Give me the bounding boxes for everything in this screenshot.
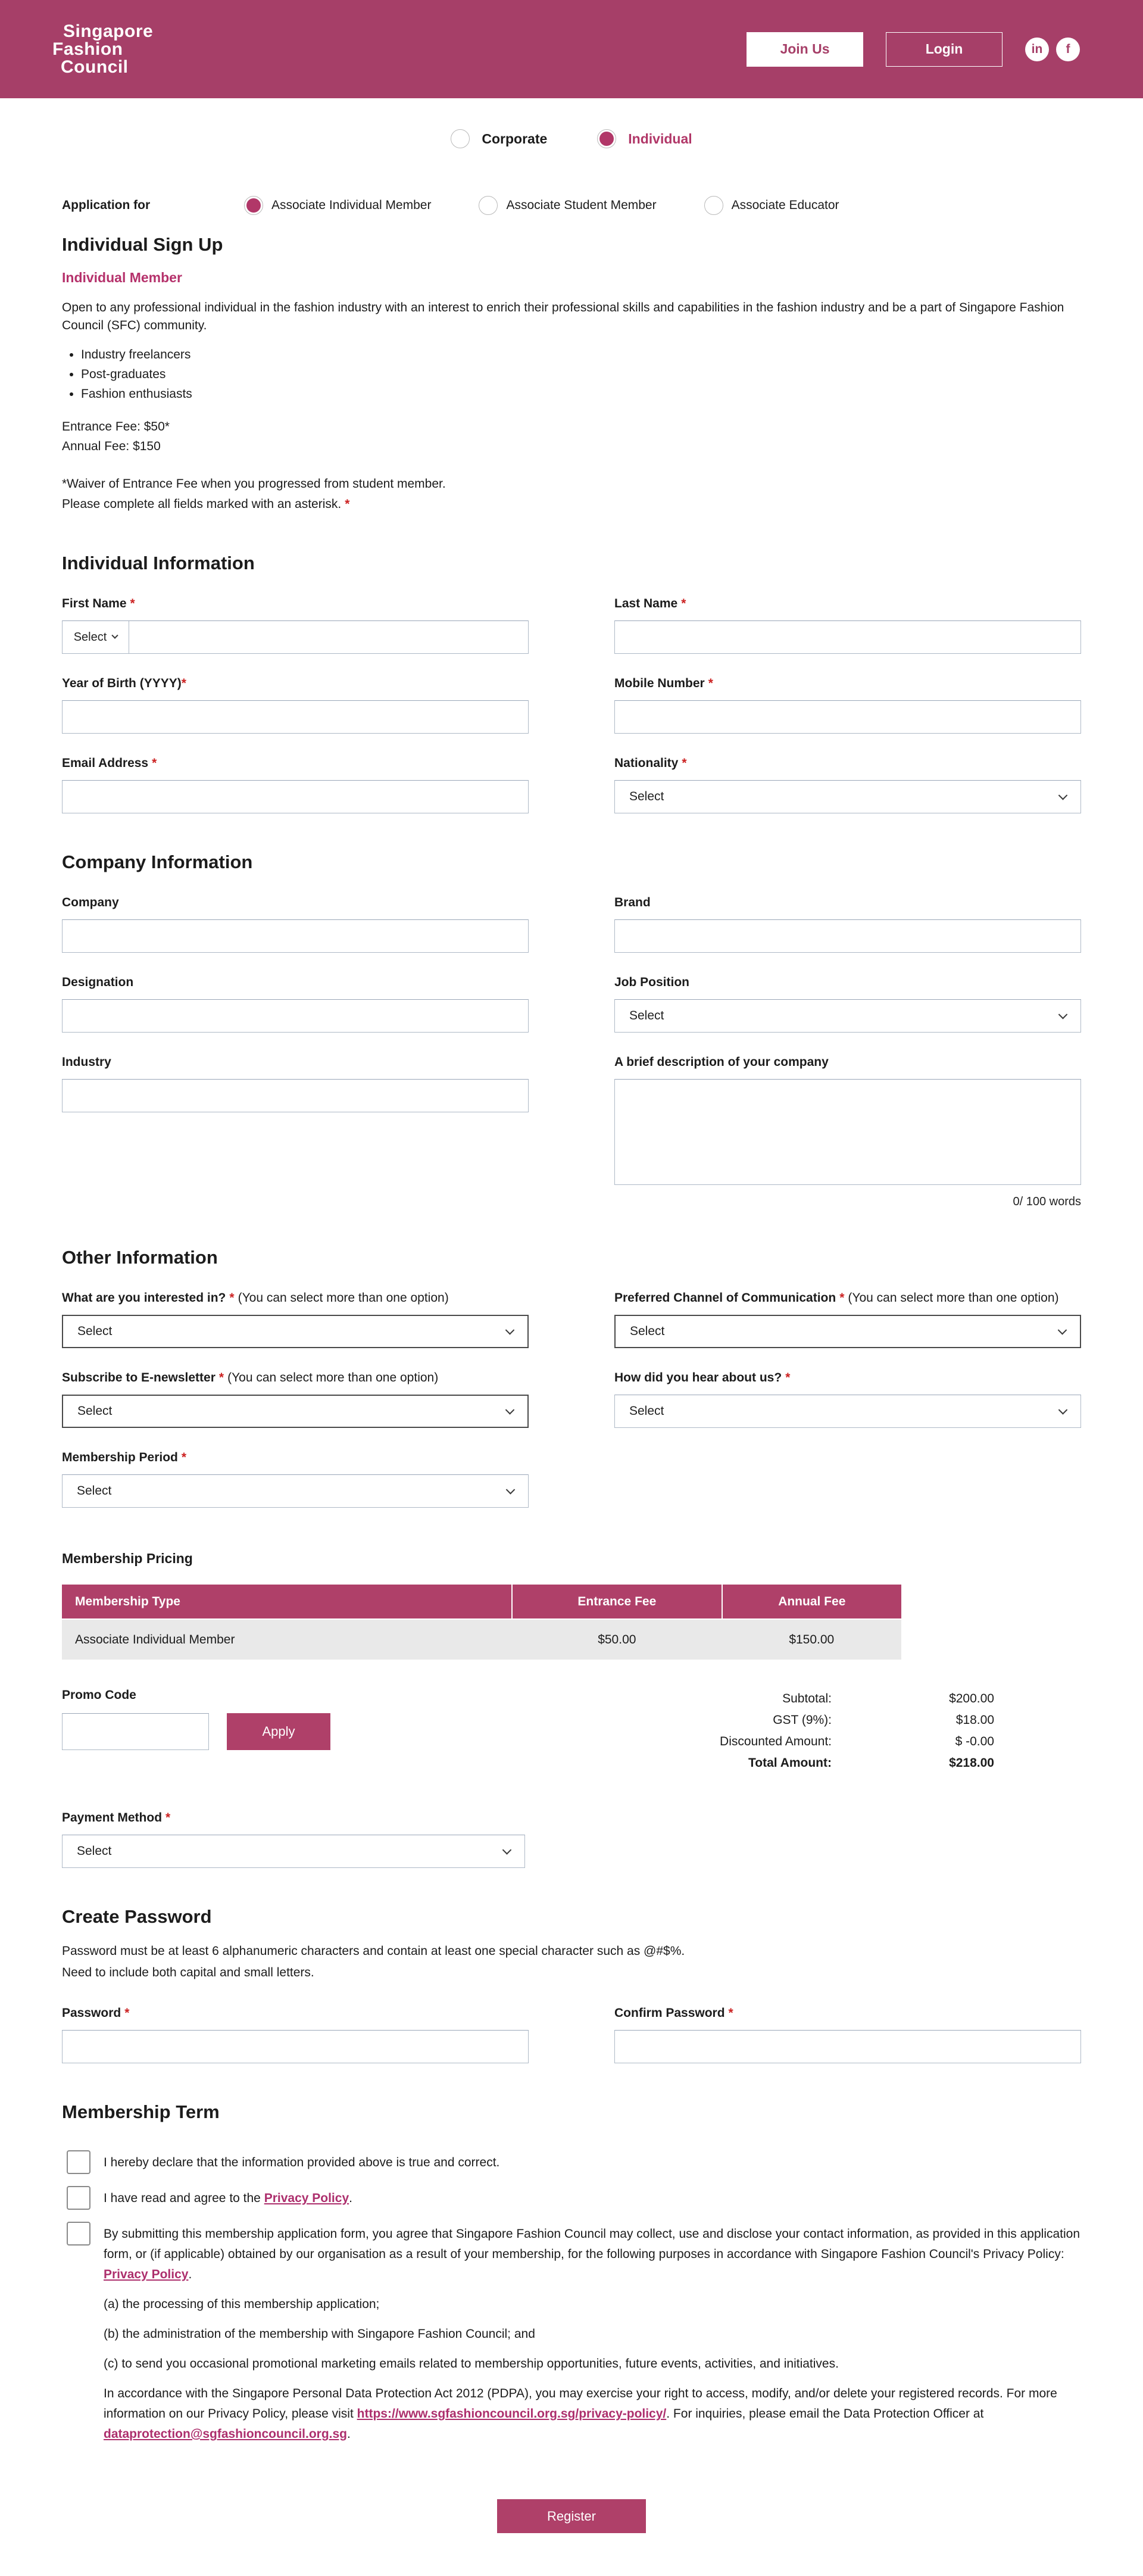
consent-checkbox[interactable]: [67, 2222, 90, 2246]
data-protection-email-link[interactable]: dataprotection@sgfashioncouncil.org.sg: [104, 2427, 348, 2441]
chevron-down-icon: [112, 632, 118, 639]
privacy-agree-text: I have read and agree to the Privacy Policy.: [104, 2191, 352, 2205]
company-description-field-block: [614, 1055, 1081, 1209]
consent-item-b: (b) the administration of the membership with Singapore Fashion Council; and: [104, 2327, 535, 2341]
associate-educator-option[interactable]: [704, 196, 839, 215]
required-asterisk: *: [181, 1451, 187, 1464]
required-asterisk: *: [124, 2006, 130, 2020]
login-button[interactable]: Login: [886, 32, 1003, 67]
create-password-heading: Create Password: [62, 1906, 212, 1927]
word-count: 0/ 100 words: [1013, 1195, 1081, 1208]
password-input[interactable]: [62, 2030, 529, 2063]
first-name-label: First Name: [62, 597, 127, 610]
list-item: • Fashion enthusiasts: [81, 387, 1081, 401]
asterisk-note: Please complete all fields marked with an asterisk. *: [62, 497, 350, 511]
channel-select[interactable]: [614, 1315, 1081, 1348]
promo-code-input[interactable]: [62, 1713, 209, 1750]
consent-item-a: (a) the processing of this membership application;: [104, 2297, 380, 2311]
industry-field-block: [62, 1055, 529, 1209]
associate-individual-member-radio[interactable]: [244, 196, 263, 215]
intro-description: Open to any professional individual in the fashion industry with an interest to enrich their professional skills and capabilities in the fashion industry and be a part of Singapore Fashion Council (SFC) community.: [62, 301, 1064, 332]
consent-item-c: (c) to send you occasional promotional marketing emails related to membership opportunities, future events, activities, and initiatives.: [104, 2357, 839, 2371]
apply-button[interactable]: Apply: [227, 1713, 330, 1750]
newsletter-select[interactable]: [62, 1395, 529, 1428]
hear-about-select[interactable]: [614, 1395, 1081, 1428]
password-rule-1: Password must be at least 6 alphanumeric characters and contain at least one special character such as @#$%.: [62, 1944, 685, 1958]
job-position-field-block: [614, 975, 1081, 1033]
designation-input[interactable]: [62, 999, 529, 1033]
waiver-note: *Waiver of Entrance Fee when you progressed from student member.: [62, 477, 446, 491]
first-name-field-block: [62, 597, 529, 654]
salutation-select[interactable]: [63, 621, 129, 653]
member-type-selector: [62, 129, 1081, 148]
declare-checkbox[interactable]: [67, 2150, 90, 2174]
pricing-cell-entrance-fee: $50.00: [512, 1619, 722, 1660]
register-button[interactable]: Register: [497, 2499, 646, 2533]
membership-term-heading: Membership Term: [62, 2101, 220, 2122]
privacy-agree-term-row: [62, 2186, 1081, 2210]
pricing-column-header: Membership Type: [62, 1585, 512, 1619]
chevron-down-icon: [1058, 1326, 1067, 1335]
gst-row: [625, 1713, 994, 1727]
pricing-cell-annual-fee: $150.00: [722, 1619, 901, 1660]
year-of-birth-label: Year of Birth (YYYY): [62, 676, 182, 690]
channel-hint: (You can select more than one option): [848, 1291, 1059, 1305]
join-us-button[interactable]: Join Us: [747, 32, 863, 67]
brand-label: Brand: [614, 896, 651, 909]
mobile-number-label: Mobile Number: [614, 676, 705, 690]
chevron-down-icon: [1058, 1010, 1068, 1019]
job-position-select[interactable]: [614, 999, 1081, 1033]
required-asterisk: *: [682, 756, 687, 770]
chevron-down-icon: [505, 1326, 515, 1335]
confirm-password-label: Confirm Password: [614, 2006, 725, 2020]
required-asterisk: *: [345, 497, 350, 511]
notes-block: [62, 474, 1081, 514]
declare-term-row: [62, 2150, 1081, 2174]
subtotal-value: $200.00: [949, 1692, 994, 1705]
required-asterisk: *: [728, 2006, 733, 2020]
total-amount-value: $218.00: [949, 1756, 994, 1770]
interested-hint: (You can select more than one option): [238, 1291, 449, 1305]
other-information-heading: Other Information: [62, 1247, 218, 1268]
privacy-policy-url-link[interactable]: https://www.sgfashioncouncil.org.sg/privacy-policy/: [357, 2407, 667, 2421]
confirm-password-field-block: [614, 2006, 1081, 2063]
privacy-policy-link[interactable]: Privacy Policy: [104, 2268, 189, 2281]
company-information-heading: Company Information: [62, 852, 253, 872]
discount-value: $ -0.00: [955, 1735, 994, 1748]
payment-method-select[interactable]: [62, 1835, 525, 1868]
newsletter-label: Subscribe to E-newsletter: [62, 1371, 216, 1384]
required-asterisk: *: [681, 597, 686, 610]
hear-about-label: How did you hear about us?: [614, 1371, 782, 1384]
discount-row: [625, 1735, 994, 1749]
last-name-field-block: [614, 597, 1081, 654]
promo-code-label: Promo Code: [62, 1688, 136, 1702]
nationality-select-value: Select: [629, 790, 664, 803]
chevron-down-icon: [502, 1845, 512, 1855]
total-amount-label: Total Amount:: [748, 1756, 832, 1770]
channel-field-block: [614, 1291, 1081, 1348]
consent-term-row: [62, 2222, 1081, 2285]
chevron-down-icon: [506, 1485, 516, 1495]
application-for-label: Application for: [62, 198, 151, 212]
interested-label: What are you interested in?: [62, 1291, 226, 1305]
discount-label: Discounted Amount:: [720, 1735, 832, 1748]
required-asterisk: *: [785, 1371, 791, 1384]
promo-code-block: [62, 1688, 572, 1777]
brand-field-block: [614, 896, 1081, 953]
logo-line-2: Fashion: [52, 39, 123, 59]
chevron-down-icon: [1058, 791, 1068, 800]
required-asterisk: *: [130, 597, 135, 610]
channel-label: Preferred Channel of Communication: [614, 1291, 836, 1305]
membership-pricing-table: [62, 1585, 901, 1660]
annual-fee-text: Annual Fee: $150: [62, 439, 161, 453]
membership-period-select-value: Select: [77, 1484, 112, 1498]
company-description-label: A brief description of your company: [614, 1055, 829, 1069]
subtotal-row: [625, 1692, 994, 1706]
privacy-policy-link[interactable]: Privacy Policy: [264, 2191, 349, 2205]
company-label: Company: [62, 896, 119, 909]
email-field-block: [62, 756, 529, 813]
gst-value: $18.00: [955, 1713, 994, 1727]
pricing-column-header: Entrance Fee: [512, 1585, 722, 1619]
totals-summary: [625, 1692, 994, 1770]
chevron-down-icon: [1058, 1405, 1068, 1415]
associate-individual-member-label: Associate Individual Member: [271, 198, 432, 212]
fees-block: [62, 417, 1081, 456]
year-of-birth-field-block: [62, 676, 529, 734]
corporate-label: Corporate: [482, 130, 548, 146]
entrance-fee-text: Entrance Fee: $50*: [62, 420, 170, 434]
required-asterisk: *: [218, 1371, 224, 1384]
nationality-field-block: [614, 756, 1081, 813]
company-description-textarea[interactable]: [614, 1079, 1081, 1185]
privacy-agree-checkbox[interactable]: [67, 2186, 90, 2210]
mobile-number-field-block: [614, 676, 1081, 734]
declare-text: I hereby declare that the information provided above is true and correct.: [104, 2156, 500, 2169]
confirm-password-input[interactable]: [614, 2030, 1081, 2063]
hear-about-field-block: [614, 1371, 1081, 1428]
designation-label: Designation: [62, 975, 134, 989]
corporate-radio-option[interactable]: [451, 129, 547, 148]
required-asterisk: *: [165, 1811, 171, 1825]
payment-method-field-block: [62, 1811, 525, 1868]
associate-student-member-label: Associate Student Member: [506, 198, 657, 212]
password-field-block: [62, 2006, 529, 2063]
total-amount-row: [625, 1756, 994, 1770]
required-asterisk: *: [181, 676, 186, 690]
logo-line-3: Council: [61, 57, 129, 77]
individual-label: Individual: [628, 130, 692, 146]
nationality-select[interactable]: [614, 780, 1081, 813]
required-asterisk: *: [708, 676, 713, 690]
linkedin-icon[interactable]: in: [1025, 38, 1049, 61]
interested-select[interactable]: [62, 1315, 529, 1348]
chevron-down-icon: [505, 1405, 515, 1415]
email-input[interactable]: [62, 780, 529, 813]
consent-sub-items: [104, 2294, 1081, 2374]
associate-educator-radio[interactable]: [704, 196, 723, 215]
header: [0, 0, 1143, 98]
membership-pricing-heading: Membership Pricing: [62, 1551, 193, 1566]
pricing-cell-type: Associate Individual Member: [62, 1619, 512, 1660]
individual-radio-option[interactable]: [597, 129, 692, 148]
newsletter-field-block: [62, 1371, 529, 1428]
individual-information-heading: Individual Information: [62, 553, 255, 573]
consent-text: By submitting this membership application form, you agree that Singapore Fashion Council may collect, use and disclose your contact information, as provided in this application form, or (if applicable) obtained by our organisation as a result of your membership, for the following purposes in accordance with Singapore Fashion Council's Privacy Policy: Privacy Policy.: [104, 2227, 1080, 2281]
required-asterisk: *: [229, 1291, 235, 1305]
password-rule-2: Need to include both capital and small letters.: [62, 1966, 314, 1979]
password-label: Password: [62, 2006, 121, 2020]
required-asterisk: *: [152, 756, 157, 770]
sfc-logo[interactable]: [52, 23, 153, 76]
associate-individual-member-option[interactable]: [244, 196, 431, 215]
newsletter-hint: (You can select more than one option): [227, 1371, 439, 1384]
designation-field-block: [62, 975, 529, 1033]
mobile-number-input[interactable]: [614, 700, 1081, 734]
list-item: • Industry freelancers: [81, 348, 1081, 362]
facebook-icon[interactable]: f: [1056, 38, 1080, 61]
associate-student-member-radio[interactable]: [479, 196, 498, 215]
eligibility-list: [62, 348, 1081, 401]
year-of-birth-input[interactable]: [62, 700, 529, 734]
payment-method-select-value: Select: [77, 1844, 112, 1858]
payment-method-label: Payment Method: [62, 1811, 163, 1825]
interested-select-value: Select: [77, 1324, 113, 1338]
associate-educator-label: Associate Educator: [731, 198, 839, 212]
job-position-label: Job Position: [614, 975, 689, 989]
newsletter-select-value: Select: [77, 1404, 113, 1418]
page-title: Individual Sign Up: [62, 234, 223, 255]
industry-label: Industry: [62, 1055, 111, 1069]
gst-label: GST (9%):: [773, 1713, 832, 1727]
channel-select-value: Select: [630, 1324, 665, 1338]
salutation-select-value: Select: [73, 630, 107, 644]
hear-about-select-value: Select: [629, 1404, 664, 1418]
pdpa-paragraph: In accordance with the Singapore Personal Data Protection Act 2012 (PDPA), you may exercise your right to access, modify, and/or delete your registered records. For more information on our Privacy Policy, please visit https://www.sgfashioncouncil.org.sg/privacy-policy/. For inquiries, please email the Data Protection Officer at dataprotection@sgfashioncouncil.org.sg.: [104, 2387, 1057, 2441]
interested-field-block: [62, 1291, 529, 1348]
required-asterisk: *: [839, 1291, 845, 1305]
membership-period-field-block: [62, 1451, 529, 1508]
password-rules: [62, 1941, 1081, 1984]
table-row: [62, 1619, 901, 1660]
pricing-column-header: Annual Fee: [722, 1585, 901, 1619]
brand-input[interactable]: [614, 919, 1081, 953]
associate-student-member-option[interactable]: [479, 196, 656, 215]
company-input[interactable]: [62, 919, 529, 953]
last-name-label: Last Name: [614, 597, 678, 610]
last-name-input[interactable]: [614, 620, 1081, 654]
industry-input[interactable]: [62, 1079, 529, 1112]
subtotal-label: Subtotal:: [782, 1692, 832, 1705]
nationality-label: Nationality: [614, 756, 679, 770]
corporate-radio[interactable]: [451, 129, 470, 148]
application-for-row: [62, 196, 1081, 215]
logo-line-1: Singapore: [63, 21, 154, 41]
membership-period-select[interactable]: [62, 1474, 529, 1508]
member-type-subtitle: Individual Member: [62, 270, 182, 285]
membership-period-label: Membership Period: [62, 1451, 178, 1464]
first-name-input[interactable]: [129, 621, 528, 653]
email-label: Email Address: [62, 756, 149, 770]
job-position-select-value: Select: [629, 1009, 664, 1022]
list-item: • Post-graduates: [81, 367, 1081, 382]
company-field-block: [62, 896, 529, 953]
individual-radio[interactable]: [597, 129, 616, 148]
